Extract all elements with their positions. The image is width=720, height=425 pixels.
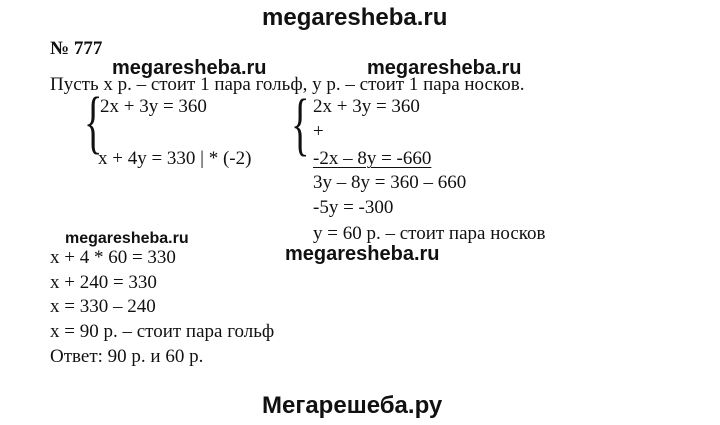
brace-icon: { — [84, 84, 103, 161]
right-step-1: 3y – 8y = 360 – 660 — [313, 172, 467, 193]
left-step-4: x = 90 р. – стоит пара гольф — [50, 321, 275, 342]
left-step-1: x + 4 * 60 = 330 — [50, 247, 176, 268]
problem-statement: Пусть х р. – стоит 1 пара гольф, у р. – стоит 1 пара носков. — [50, 74, 525, 95]
left-step-2: x + 240 = 330 — [50, 272, 157, 293]
site-title-top[interactable]: megaresheba.ru — [262, 4, 448, 31]
right-step-2: -5y = -300 — [313, 197, 394, 218]
watermark-3: megaresheba.ru — [65, 230, 189, 247]
site-title-bottom[interactable]: Мегарешеба.ру — [262, 392, 443, 419]
right-eq2: -2x – 8y = -660 — [313, 148, 432, 169]
problem-number: № 777 — [50, 38, 103, 59]
watermark-4: megaresheba.ru — [285, 243, 440, 265]
right-eq1: 2x + 3y = 360 — [313, 96, 420, 117]
right-step-3: y = 60 р. – стоит пара носков — [313, 223, 546, 244]
right-plus: + — [313, 121, 324, 142]
answer: Ответ: 90 р. и 60 р. — [50, 346, 204, 367]
left-eq1: 2x + 3y = 360 — [100, 96, 207, 117]
brace-icon: { — [291, 86, 310, 163]
left-step-3: x = 330 – 240 — [50, 296, 156, 317]
watermark-1: megaresheba.ru — [112, 57, 267, 79]
watermark-2: megaresheba.ru — [367, 57, 522, 79]
left-eq2: x + 4y = 330 | * (-2) — [98, 148, 252, 169]
